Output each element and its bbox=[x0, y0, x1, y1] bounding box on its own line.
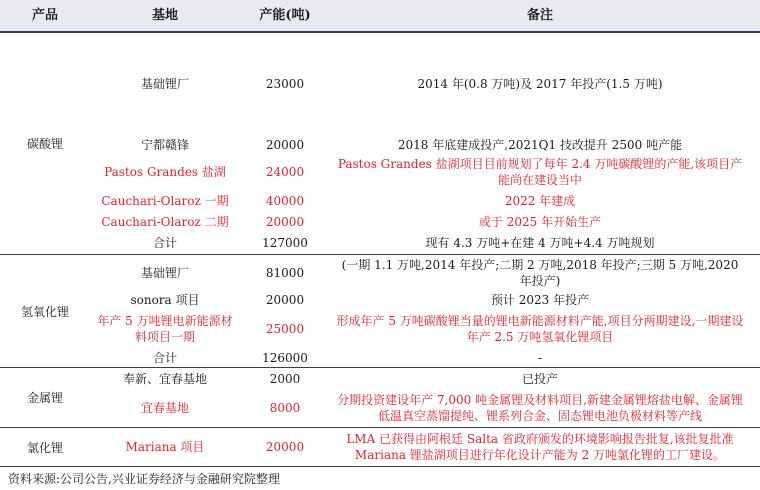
base-cell: sonora 项目 bbox=[130, 293, 200, 307]
base-cell: 奉新、宜春基地 bbox=[122, 372, 207, 386]
remark-cell: Pastos Grandes 盐湖项目目前规划了每年 2.4 万吨碳酸锂的产能,该项目产能尚在建设当中 bbox=[337, 157, 743, 187]
base-cell: 宁都赣锋 bbox=[140, 138, 189, 152]
product-cell: 氯化锂 bbox=[26, 440, 63, 455]
base-cell: 基础锂厂 bbox=[140, 77, 189, 91]
capacity-cell: 126000 bbox=[262, 350, 308, 365]
product-cell: 氢氧化锂 bbox=[20, 304, 69, 319]
remark-cell: 形成年产 5 万吨碳酸锂当量的锂电新能源材料产能,项目分两期建设,一期建设年产 2.5 万吨氢氧化锂项目 bbox=[336, 314, 744, 344]
remark-cell: 已投产 bbox=[521, 372, 558, 386]
base-cell: Pastos Grandes 盐湖 bbox=[104, 165, 226, 179]
capacity-cell: 23000 bbox=[265, 77, 305, 91]
capacity-cell: 40000 bbox=[265, 194, 305, 208]
base-cell: Cauchari-Olaroz 一期 bbox=[101, 194, 229, 208]
remark-cell: 分期投资建设年产 7,000 吨金属锂及材料项目,新建金属锂熔盐电解、金属锂低温真空蒸馏提纯、锂系列合金、固态锂电池负极材料等产线 bbox=[337, 393, 743, 423]
source-note: 资料来源:公司公告,兴业证券经济与金融研究院整理 bbox=[8, 472, 280, 486]
remark-cell: - bbox=[537, 350, 543, 365]
base-cell: 基础锂厂 bbox=[140, 266, 189, 280]
header-capacity: 产能(吨) bbox=[259, 8, 311, 23]
base-cell: Mariana 项目 bbox=[125, 440, 205, 454]
capacity-cell: 20000 bbox=[265, 293, 305, 307]
product-cell: 金属锂 bbox=[26, 391, 63, 405]
base-cell: 宜春基地 bbox=[140, 401, 189, 415]
base-cell: 合计 bbox=[152, 350, 177, 365]
remark-cell: LMA 已获得由阿根廷 Salta 省政府颁发的环境影响报告批复,该批复批准 Mariana 锂盐湖项目进行年化设计产能为 2 万吨氯化锂的工厂建设。 bbox=[346, 432, 734, 462]
capacity-cell: 127000 bbox=[262, 236, 308, 250]
capacity-cell: 25000 bbox=[265, 322, 305, 336]
remark-cell: 预计 2023 年投产 bbox=[490, 293, 590, 307]
product-cell: 碳酸锂 bbox=[26, 136, 63, 151]
base-cell: 合计 bbox=[152, 236, 177, 250]
remark-cell: 现有 4.3 万吨+在建 4 万吨+4.4 万吨规划 bbox=[425, 236, 655, 250]
group-divider bbox=[0, 367, 760, 368]
header-product: 产品 bbox=[31, 8, 58, 23]
remark-cell: 2022 年建成 bbox=[504, 194, 576, 208]
remark-cell: 或于 2025 年开始生产 bbox=[478, 215, 602, 229]
base-cell: Cauchari-Olaroz 二期 bbox=[101, 215, 229, 229]
group-divider bbox=[0, 427, 760, 428]
group-divider bbox=[0, 254, 760, 255]
table-header bbox=[0, 0, 760, 33]
remark-cell: (一期 1.1 万吨,2014 年投产;二期 2 万吨,2018 年投产;三期 5 万吨,2020 年投产) bbox=[341, 258, 739, 288]
capacity-cell: 8000 bbox=[269, 401, 301, 415]
capacity-cell: 24000 bbox=[265, 165, 305, 179]
table-bottom-rule bbox=[0, 466, 760, 467]
header-base: 基地 bbox=[151, 8, 178, 23]
capacity-cell: 81000 bbox=[265, 266, 305, 280]
capacity-cell: 20000 bbox=[265, 215, 305, 229]
capacity-cell: 20000 bbox=[265, 440, 305, 454]
capacity-cell: 20000 bbox=[265, 138, 305, 152]
header-remark: 备注 bbox=[526, 8, 553, 23]
base-cell: 年产 5 万吨锂电新能源材料项目一期 bbox=[97, 314, 233, 344]
capacity-cell: 2000 bbox=[269, 372, 301, 386]
remark-cell: 2014 年(0.8 万吨)及 2017 年投产(1.5 万吨) bbox=[417, 77, 663, 91]
remark-cell: 2018 年底建成投产,2021Q1 技改提升 2500 吨产能 bbox=[397, 138, 683, 152]
